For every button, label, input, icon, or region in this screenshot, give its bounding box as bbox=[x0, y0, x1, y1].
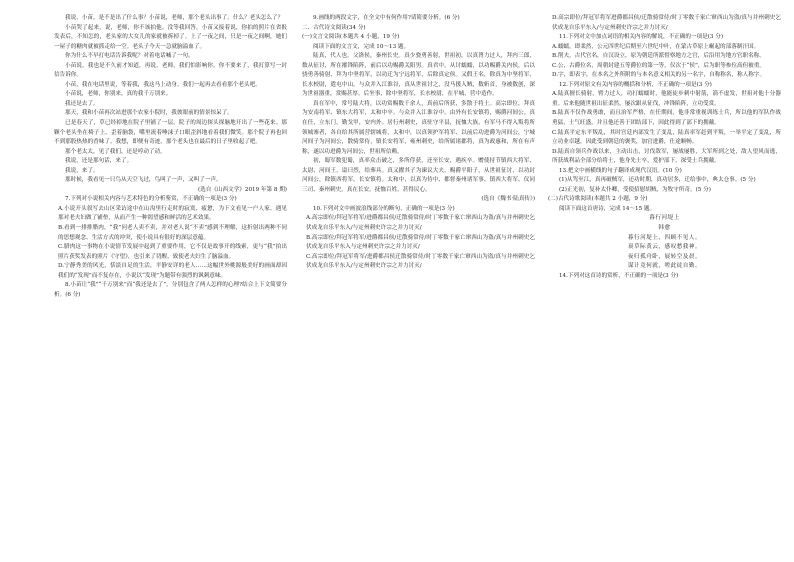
col3-paragraph: D.陆真自领兵作战以来，主动出击，讨伐敌军，屡战屡胜，大军所到之处，敌人望风而逃，所获战利品全部分给将士，他身先士卒，爱护部下，深受士兵拥戴。 bbox=[552, 148, 781, 165]
col1-paragraph: 7.下列对小说相关内容与艺术特色的分析鉴赏，不正确的一项是(3 分) bbox=[65, 196, 237, 203]
col3-paragraph: 11.下列对文中加点词语的相关内容的解说，不正确的一项是(3 分) bbox=[559, 34, 724, 41]
col1-paragraph: 我说，小苗，是不是出了什么事？小苗说，老师，那个老头出事了。什么？老头怎么了？ bbox=[65, 15, 284, 21]
col3-paragraph: B.削夫，古代官名，自汉设立，原为朝廷所派督察地方之官，后沿用为地方官职名称。 bbox=[552, 53, 765, 60]
col2-paragraph: (选自《魏书·陆真传》) bbox=[481, 196, 535, 203]
col3-paragraph: B.陆真不仅作战勇敢，而且治军严格，在任期间，他非常重视训练士兵，所以他的军队作战勇猛，士气旺盛，并且他还善于团结部下，因此得到了部下的拥戴。 bbox=[552, 110, 781, 127]
col1-paragraph: 8.小苗让“我”“千万别来”而“我还是去了”，分别包含了两人怎样的心理?结合上下文简要分析。(6 分) bbox=[54, 282, 287, 298]
col1-paragraph: 已是春天了，草已经掉地在院子里铺了一层。院子的周边探头探脑地开出了一些花来。那颗个老头坐在椅子上，歪着脑袋，嘴里流着唾沫子口眼歪斜地看着我们微笑。那个院子再也回不到那股热热的香味了。我想，即便有奇迹，那个老头也在最后的日子里收起了吧。 bbox=[54, 120, 287, 146]
col1-paragraph: 你为什么不早打电话告诉我呢？对着电话喊了一句。 bbox=[65, 53, 194, 60]
col1-paragraph: C.腊肉这一事物在小说情节发展中起到了重要作用，它不仅是故事开的线索，更与“我”拍出照片获奖发表的照片《守望》，也引来了切醒，致使老夫妇生了脑溢血。 bbox=[58, 244, 287, 260]
col3-paragraph: 阅读下面这首唐诗，完成 14～15 题。 bbox=[559, 205, 656, 212]
col3-paragraph: 谋计竟何就，嗟此徒自勤。 bbox=[627, 263, 702, 270]
column-right bbox=[548, 14, 781, 281]
column-left bbox=[54, 14, 287, 300]
col3-paragraph: A.陆真擅长骑射，臂力过人，功打蠕蠕时，他能徒步刺中射箭，箭不虚发，世祖对他十分器重。后来他随世祖出征柔然，屡次跟从征伐，冲锋陷阵，立功受赏。 bbox=[552, 91, 781, 107]
col2-paragraph: B.高宗即位/拜冠军将军/进爵都昌侯/迁散骑常侍/时丁零数千家亡窜西山为盗/真与并州刺史乞伏成龙自乐平东入与定州刺史许宗之并力讨灭/ bbox=[306, 234, 535, 251]
col3-paragraph: D.字，即表字，在本名之外所附的与本名意义相关的另一名字，自称称名，称人称字。 bbox=[552, 72, 766, 79]
col1-paragraph: 小苗说，老师，你别来，真的我千万别来。 bbox=[65, 91, 172, 98]
col2-paragraph: 阅读下面的文言文，完成 10～13 题。 bbox=[313, 43, 410, 50]
col3-paragraph: C.陆真平定东平叛乱，其时宫廷内部发生了变乱，陆真率军赶到平叛，一举平定了变乱，所立功业卓越，因此受到朝廷的褒奖，加官进爵，仕途顺畅。 bbox=[552, 129, 781, 146]
col1-paragraph: 小苗，我在电话里说，等着我，我这马上动身。我们一起再去看看那个老头吧。 bbox=[65, 81, 261, 88]
col2-paragraph: 初，蜀军数犯蜀，真率众击破之，多所俘获，还至长安，遇疾卒。赠使持节镇西大将军、太尉、河间王，谥曰烈，给葬具。真又擢其子为谏议大夫，赐爵平阳子，从世祖征讨，以功封河间公，除镇西将军，长安镇将。太和中，以真为侍中、都督秦州诸军事、镇西大将军、仪同三司、秦州刺史。真在长安，抚恤百姓，甚得民心。 bbox=[302, 158, 535, 193]
col1-paragraph: B.看到一排排腊肉，“我”问老人卖不卖，并对老人说“不卖”感到不理解，这折射出两种不同的思想观念、生活方式的冲突，使小说具有很好的深层意蕴。 bbox=[58, 225, 287, 241]
col1-paragraph: 那天，我和小苗再次站进那个农家小院时，我彼眼前的情景惊呆了。 bbox=[65, 110, 233, 117]
col1-paragraph: 小苗说，我也是不久前才知道，再说，老师，我们怕影响你。你不要来了，我打算写一封信告诉你。 bbox=[54, 62, 287, 79]
col2-paragraph: C.高宗即位/拜冠军将军/进爵都昌侯迁散骑常侍/时丁零数千家亡窜西山为盗/真与并州刺史乞伏成龙自乐平东入/与定州刺史许宗之并力讨灭/ bbox=[306, 253, 535, 270]
col3-paragraph: (二)古代诗歌阅读(本题共 2 小题，9 分) bbox=[548, 196, 648, 203]
col3-paragraph: D.高宗即位/拜冠军将军进爵都昌侯/迁散骑常侍/时丁零数千家亡窜西山为盗/真与并州刺史乞伏成龙自乐平东入/与定州刺史许宗之并力讨灭/ bbox=[552, 15, 781, 31]
col2-paragraph: A.高宗即位/拜冠军将军/进爵都昌侯/迁散骑常侍/时丁零数千家亡窜西山为盗/真与并州刺史乞伏成龙自乐平东入/与定州刺史许宗之并力讨灭/ bbox=[306, 215, 535, 232]
col3-paragraph: 夜归孤舟卧，展转空及晨。 bbox=[627, 253, 702, 260]
col3-paragraph: 韩愈 bbox=[658, 225, 671, 232]
col1-paragraph: (选自《山西文学》2019 年第 8 期) bbox=[197, 186, 287, 193]
col1-paragraph: 我说，来了。 bbox=[65, 167, 99, 174]
col3-paragraph: A.蠕蠕，即柔然，公元四世纪后期至六世纪中叶，在蒙古草原上崛起的部落制汗国。 bbox=[552, 43, 760, 50]
col2-paragraph: 9.画线的两段文字，在全文中有何作用?请简要分析。(6 分) bbox=[313, 15, 460, 21]
col1-paragraph: 那时候，我看见一只鸟从天空飞过，鸟叫了一声，又叫了一声。 bbox=[65, 177, 222, 184]
col3-paragraph: 13.把文中画横线的句子翻译成现代汉语。(10 分) bbox=[559, 167, 682, 174]
col2-paragraph: 陆真，代人也。父洛侯，秦州长史。真少骁勇善射，世祖初，以真膂力过人，拜内三郎，数从征讨，所在摧锋陷阵，前后以功赐爵关阳男。真君中，从讨蠕蠕，以功赐爵关内侯，后以骁勇善骑射，拜为中坚将军，以功迁为宁远将军，后除真定侯。又假王名，除真为中坚将军、长水校尉，遣屯中山，与众并入江淮谷，真从世祖讨之，没马援入贼，数斩首，身被数创，深为世祖器重，赏赐甚厚。后坐事，除中坚将军，长水校尉，在平城，营中造作。 bbox=[302, 53, 535, 98]
col3-paragraph: 暮行河堤上 bbox=[649, 215, 680, 222]
col3-paragraph: 12.下列对原文有关内容的概括和分析，不正确的一项是(3 分) bbox=[559, 81, 712, 88]
col2-paragraph: 10.下列对文中画波浪线部分的断句，正确的一项是(3 分) bbox=[313, 205, 455, 212]
col3-paragraph: (2)正光初，复补太仆卿，受使招慰胡贼，为牧守所奇。(5 分) bbox=[559, 186, 711, 193]
col2-paragraph: (一)文言文阅读(本题共 4 小题，19 分) bbox=[302, 34, 400, 41]
col2-paragraph: 真在军中，常号陆大将，以功赏赐数千余人，真前后所获，多散于将士。高宗即位，拜真为安南将军、镇东大将军，太和中卒。与众并入江淮谷中。由外有长安镇将，赐爵河间公。真在任，立东门，勤戈甲，安内外。居行州刺史，真驻守平县，抚恤大族，有军马不得入叛将所领城寨者，各自给其所属营辖城将，太和中，以真领护军将军、以前后功进爵为河间公，宁城河间子为河间公，散骑常侍，镇长安将军，雍州刺史，给所属诸郡将，真为政惠和，所在有声称，遂以功进爵为河间公，世祖所信赖。 bbox=[302, 100, 535, 155]
col1-paragraph: 我说，还是那句话，来了。 bbox=[65, 158, 133, 165]
col3-paragraph: 衰草际黄云，感叹愁我神。 bbox=[627, 244, 702, 251]
col1-paragraph: 那个老太太，见了我们，还是哼动了动。 bbox=[65, 148, 166, 155]
col3-paragraph: (1)从驾至江，真再破贼军，还功时期，真功居多，迁给事中，典太仓事。(5 分) bbox=[559, 177, 756, 184]
col1-paragraph: D.宁静秀美的风光，恬淡自足的生活，平静安详的老人……这幅世外桃源般美好的画面却因我们的“发现”而不复存在，小说以“发现”为题带有强烈的讽刺意味。 bbox=[58, 263, 287, 279]
col1-paragraph: A.小说开头叙写去山区采访途中在山沟里行走时的寂寞、疲惫，为下文看见一户人家、遇见那对老夫妇做了铺垫，从而产生一种渴望感和鲜活的艺术效果。 bbox=[58, 205, 287, 222]
col3-paragraph: C.公，古爵位名，周朝封建五等爵位的第一等，仅次于“侯”，后为职等参位高但被重。 bbox=[552, 62, 765, 69]
col1-paragraph: 我还是去了。 bbox=[65, 100, 99, 107]
col3-paragraph: 暮行河堤上，四顾不见人。 bbox=[627, 234, 702, 241]
column-middle bbox=[302, 14, 535, 272]
col3-paragraph: 14.下列对这首诗的赏析，不正确的一项是(3 分) bbox=[559, 272, 679, 279]
col2-paragraph: 二、古代诗文阅读(34 分) bbox=[302, 24, 366, 31]
col1-paragraph: 小苗哭了起来，说，老师，你不该拍他。没等我回答，小苗又接着说，你拍的照片在省报发表后，不知怎的，老头家的大女儿的家就被拆掉了。上了一夜之间，只是一夜之间啊，她们一屋子的糖肉就被抓走给一空。老头子今天一急就脑溢血了。 bbox=[54, 24, 287, 50]
